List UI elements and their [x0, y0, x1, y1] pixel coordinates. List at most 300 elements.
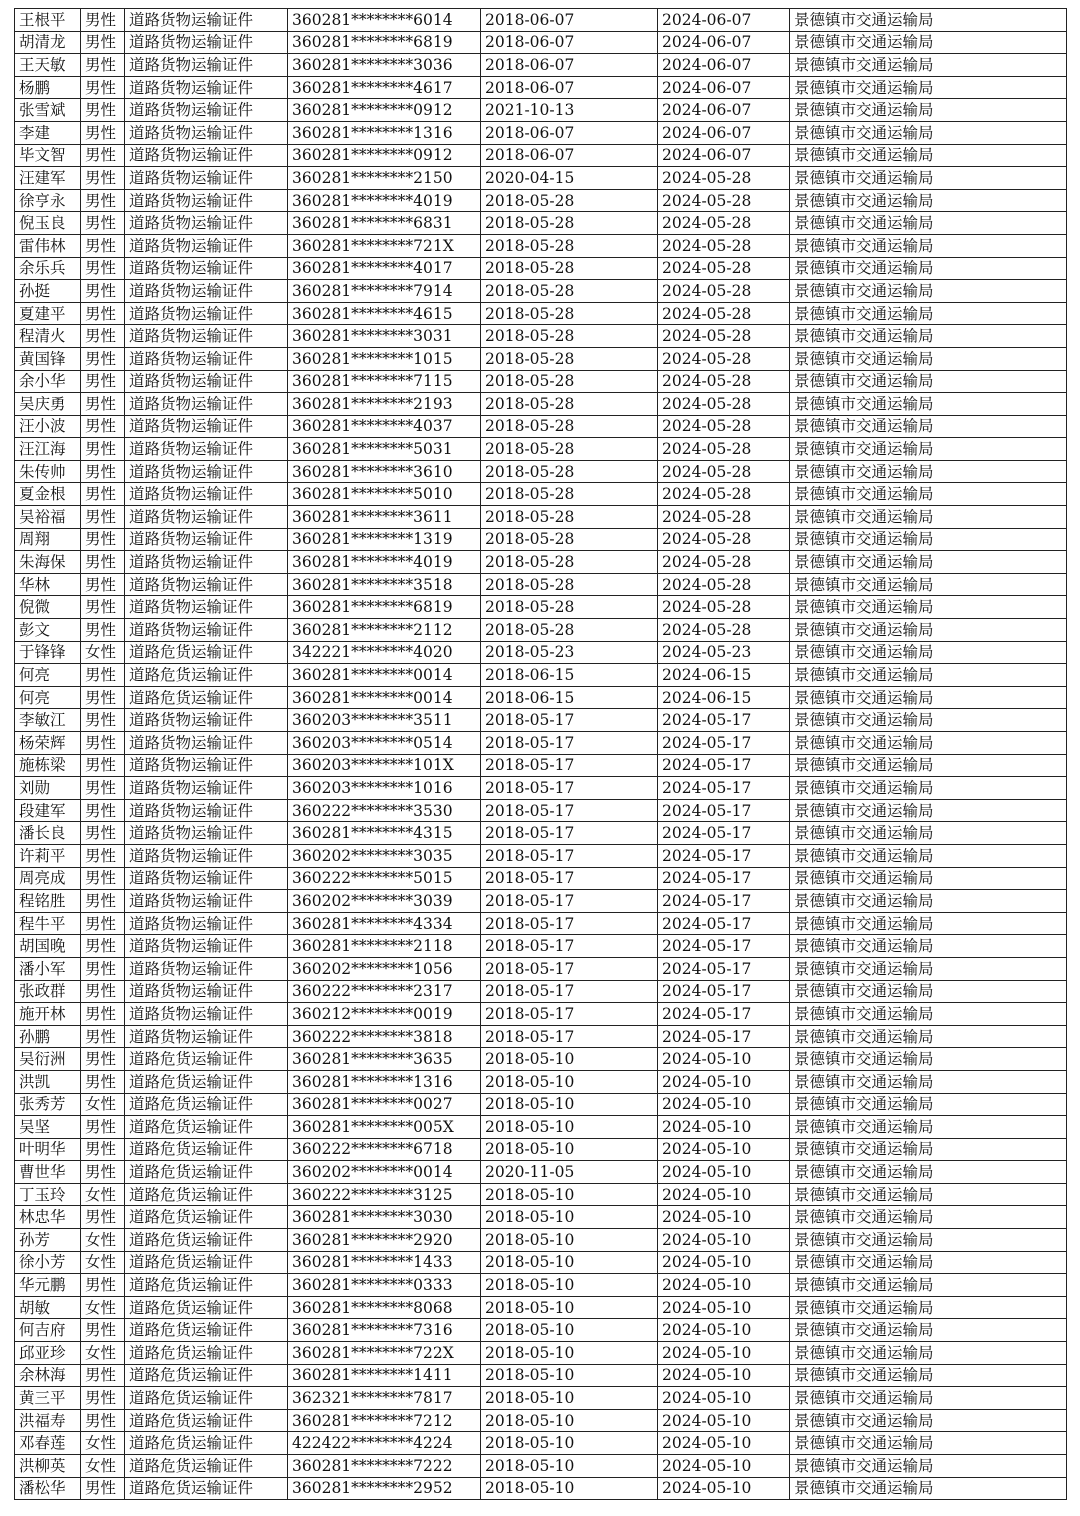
issue-date-cell: 2018-05-10 [481, 1116, 658, 1139]
gender-cell: 男性 [81, 777, 125, 800]
name-cell: 何亮 [15, 686, 81, 709]
license-type-cell: 道路货物运输证件 [125, 393, 288, 416]
issuing-authority-cell: 景德镇市交通运输局 [790, 302, 1067, 325]
license-type-cell: 道路货物运输证件 [125, 257, 288, 280]
id-number-cell: 360281********2150 [288, 167, 481, 190]
table-row [15, 460, 1067, 483]
license-type-cell: 道路危货运输证件 [125, 1161, 288, 1184]
table-row [15, 234, 1067, 257]
name-cell: 李建 [15, 121, 81, 144]
issuing-authority-cell: 景德镇市交通运输局 [790, 347, 1067, 370]
issuing-authority-cell: 景德镇市交通运输局 [790, 957, 1067, 980]
table-row [15, 506, 1067, 529]
expiry-date-cell: 2024-05-28 [658, 506, 790, 529]
license-type-cell: 道路危货运输证件 [125, 1229, 288, 1252]
issuing-authority-cell: 景德镇市交通运输局 [790, 167, 1067, 190]
license-type-cell: 道路危货运输证件 [125, 1364, 288, 1387]
license-type-cell: 道路危货运输证件 [125, 1070, 288, 1093]
license-type-cell: 道路危货运输证件 [125, 1251, 288, 1274]
license-type-cell: 道路货物运输证件 [125, 9, 288, 32]
id-number-cell: 360202********3039 [288, 890, 481, 913]
license-type-cell: 道路货物运输证件 [125, 234, 288, 257]
issue-date-cell: 2018-05-10 [481, 1070, 658, 1093]
gender-cell: 男性 [81, 280, 125, 303]
gender-cell: 男性 [81, 1274, 125, 1297]
expiry-date-cell: 2024-05-28 [658, 460, 790, 483]
issuing-authority-cell: 景德镇市交通运输局 [790, 460, 1067, 483]
id-number-cell: 360281********1411 [288, 1364, 481, 1387]
table-row [15, 573, 1067, 596]
expiry-date-cell: 2024-06-07 [658, 9, 790, 32]
id-number-cell: 360281********0912 [288, 99, 481, 122]
license-type-cell: 道路危货运输证件 [125, 664, 288, 687]
gender-cell: 男性 [81, 189, 125, 212]
id-number-cell: 360281********1316 [288, 1070, 481, 1093]
name-cell: 胡敏 [15, 1296, 81, 1319]
issuing-authority-cell: 景德镇市交通运输局 [790, 754, 1067, 777]
issue-date-cell: 2018-05-28 [481, 393, 658, 416]
license-type-cell: 道路货物运输证件 [125, 54, 288, 77]
name-cell: 余林海 [15, 1364, 81, 1387]
issue-date-cell: 2018-05-17 [481, 890, 658, 913]
gender-cell: 男性 [81, 709, 125, 732]
issue-date-cell: 2018-05-10 [481, 1093, 658, 1116]
license-type-cell: 道路货物运输证件 [125, 415, 288, 438]
name-cell: 汪江海 [15, 438, 81, 461]
issue-date-cell: 2018-05-17 [481, 1025, 658, 1048]
table-row [15, 280, 1067, 303]
issuing-authority-cell: 景德镇市交通运输局 [790, 1251, 1067, 1274]
name-cell: 程铭胜 [15, 890, 81, 913]
issuing-authority-cell: 景德镇市交通运输局 [790, 506, 1067, 529]
table-row [15, 347, 1067, 370]
issuing-authority-cell: 景德镇市交通运输局 [790, 393, 1067, 416]
expiry-date-cell: 2024-05-10 [658, 1342, 790, 1365]
id-number-cell: 360281********4315 [288, 822, 481, 845]
table-row [15, 438, 1067, 461]
table-row [15, 867, 1067, 890]
table-row [15, 257, 1067, 280]
gender-cell: 女性 [81, 1455, 125, 1478]
gender-cell: 男性 [81, 144, 125, 167]
gender-cell: 男性 [81, 732, 125, 755]
issue-date-cell: 2018-05-17 [481, 777, 658, 800]
issue-date-cell: 2018-05-17 [481, 754, 658, 777]
issuing-authority-cell: 景德镇市交通运输局 [790, 54, 1067, 77]
expiry-date-cell: 2024-05-28 [658, 370, 790, 393]
gender-cell: 男性 [81, 1206, 125, 1229]
issuing-authority-cell: 景德镇市交通运输局 [790, 912, 1067, 935]
table-row [15, 1229, 1067, 1252]
expiry-date-cell: 2024-05-17 [658, 1025, 790, 1048]
table-row [15, 664, 1067, 687]
name-cell: 何亮 [15, 664, 81, 687]
expiry-date-cell: 2024-05-28 [658, 483, 790, 506]
issue-date-cell: 2018-05-17 [481, 844, 658, 867]
license-type-cell: 道路货物运输证件 [125, 935, 288, 958]
name-cell: 胡清龙 [15, 31, 81, 54]
issue-date-cell: 2018-05-17 [481, 732, 658, 755]
gender-cell: 男性 [81, 483, 125, 506]
gender-cell: 男性 [81, 844, 125, 867]
table-row [15, 167, 1067, 190]
expiry-date-cell: 2024-06-07 [658, 54, 790, 77]
license-type-cell: 道路货物运输证件 [125, 596, 288, 619]
table-row [15, 619, 1067, 642]
gender-cell: 男性 [81, 799, 125, 822]
gender-cell: 男性 [81, 596, 125, 619]
table-row [15, 912, 1067, 935]
name-cell: 程清火 [15, 325, 81, 348]
issuing-authority-cell: 景德镇市交通运输局 [790, 1161, 1067, 1184]
table-row [15, 1003, 1067, 1026]
name-cell: 倪微 [15, 596, 81, 619]
issue-date-cell: 2018-06-15 [481, 686, 658, 709]
id-number-cell: 360281********3518 [288, 573, 481, 596]
expiry-date-cell: 2024-06-07 [658, 121, 790, 144]
license-type-cell: 道路危货运输证件 [125, 1432, 288, 1455]
id-number-cell: 360281********4019 [288, 189, 481, 212]
expiry-date-cell: 2024-05-28 [658, 528, 790, 551]
issue-date-cell: 2021-10-13 [481, 99, 658, 122]
id-number-cell: 360281********1015 [288, 347, 481, 370]
license-type-cell: 道路危货运输证件 [125, 1342, 288, 1365]
id-number-cell: 360281********4617 [288, 76, 481, 99]
issuing-authority-cell: 景德镇市交通运输局 [790, 890, 1067, 913]
gender-cell: 男性 [81, 1364, 125, 1387]
license-type-cell: 道路货物运输证件 [125, 347, 288, 370]
name-cell: 余乐兵 [15, 257, 81, 280]
issue-date-cell: 2018-05-28 [481, 302, 658, 325]
id-number-cell: 360281********3030 [288, 1206, 481, 1229]
expiry-date-cell: 2024-06-07 [658, 31, 790, 54]
gender-cell: 男性 [81, 619, 125, 642]
table-row [15, 935, 1067, 958]
table-row [15, 1274, 1067, 1297]
issue-date-cell: 2018-05-17 [481, 709, 658, 732]
issuing-authority-cell: 景德镇市交通运输局 [790, 528, 1067, 551]
license-type-cell: 道路危货运输证件 [125, 686, 288, 709]
gender-cell: 男性 [81, 1409, 125, 1432]
gender-cell: 女性 [81, 641, 125, 664]
id-number-cell: 360281********0014 [288, 686, 481, 709]
id-number-cell: 360212********0019 [288, 1003, 481, 1026]
id-number-cell: 360281********4334 [288, 912, 481, 935]
expiry-date-cell: 2024-05-10 [658, 1455, 790, 1478]
table-row [15, 144, 1067, 167]
gender-cell: 男性 [81, 506, 125, 529]
id-number-cell: 422422********4224 [288, 1432, 481, 1455]
name-cell: 杨荣辉 [15, 732, 81, 755]
issue-date-cell: 2018-05-17 [481, 799, 658, 822]
issuing-authority-cell: 景德镇市交通运输局 [790, 1364, 1067, 1387]
expiry-date-cell: 2024-05-17 [658, 957, 790, 980]
license-type-cell: 道路货物运输证件 [125, 438, 288, 461]
table-row [15, 1161, 1067, 1184]
name-cell: 段建军 [15, 799, 81, 822]
issue-date-cell: 2018-05-17 [481, 980, 658, 1003]
table-row [15, 1432, 1067, 1455]
license-type-cell: 道路货物运输证件 [125, 280, 288, 303]
expiry-date-cell: 2024-05-17 [658, 890, 790, 913]
issue-date-cell: 2018-06-07 [481, 144, 658, 167]
gender-cell: 男性 [81, 76, 125, 99]
issuing-authority-cell: 景德镇市交通运输局 [790, 212, 1067, 235]
gender-cell: 男性 [81, 1048, 125, 1071]
name-cell: 邱亚珍 [15, 1342, 81, 1365]
issuing-authority-cell: 景德镇市交通运输局 [790, 1477, 1067, 1500]
license-type-cell: 道路货物运输证件 [125, 76, 288, 99]
license-type-cell: 道路货物运输证件 [125, 890, 288, 913]
license-type-cell: 道路危货运输证件 [125, 1183, 288, 1206]
table-row [15, 1455, 1067, 1478]
issue-date-cell: 2018-05-28 [481, 189, 658, 212]
table-row [15, 393, 1067, 416]
id-number-cell: 360222********2317 [288, 980, 481, 1003]
id-number-cell: 360281********1319 [288, 528, 481, 551]
table-row [15, 189, 1067, 212]
gender-cell: 男性 [81, 257, 125, 280]
issue-date-cell: 2018-05-28 [481, 460, 658, 483]
gender-cell: 女性 [81, 1183, 125, 1206]
id-number-cell: 360281********0912 [288, 144, 481, 167]
name-cell: 朱海保 [15, 551, 81, 574]
issue-date-cell: 2018-05-10 [481, 1409, 658, 1432]
expiry-date-cell: 2024-05-10 [658, 1048, 790, 1071]
gender-cell: 男性 [81, 1477, 125, 1500]
issue-date-cell: 2018-05-28 [481, 347, 658, 370]
table-row [15, 1387, 1067, 1410]
name-cell: 周翔 [15, 528, 81, 551]
expiry-date-cell: 2024-05-10 [658, 1319, 790, 1342]
table-row [15, 686, 1067, 709]
issue-date-cell: 2018-05-10 [481, 1274, 658, 1297]
gender-cell: 男性 [81, 1161, 125, 1184]
expiry-date-cell: 2024-05-10 [658, 1274, 790, 1297]
name-cell: 华林 [15, 573, 81, 596]
table-row [15, 799, 1067, 822]
id-number-cell: 360281********2193 [288, 393, 481, 416]
id-number-cell: 360281********7115 [288, 370, 481, 393]
id-number-cell: 360222********3530 [288, 799, 481, 822]
name-cell: 夏金根 [15, 483, 81, 506]
issue-date-cell: 2018-05-28 [481, 619, 658, 642]
expiry-date-cell: 2024-05-28 [658, 212, 790, 235]
license-type-cell: 道路货物运输证件 [125, 325, 288, 348]
gender-cell: 男性 [81, 822, 125, 845]
name-cell: 彭文 [15, 619, 81, 642]
issuing-authority-cell: 景德镇市交通运输局 [790, 619, 1067, 642]
gender-cell: 男性 [81, 31, 125, 54]
license-type-cell: 道路危货运输证件 [125, 1116, 288, 1139]
id-number-cell: 360281********0333 [288, 1274, 481, 1297]
issuing-authority-cell: 景德镇市交通运输局 [790, 1093, 1067, 1116]
name-cell: 吴坚 [15, 1116, 81, 1139]
issuing-authority-cell: 景德镇市交通运输局 [790, 641, 1067, 664]
license-type-cell: 道路货物运输证件 [125, 980, 288, 1003]
issuing-authority-cell: 景德镇市交通运输局 [790, 1229, 1067, 1252]
license-type-cell: 道路货物运输证件 [125, 1025, 288, 1048]
expiry-date-cell: 2024-05-17 [658, 732, 790, 755]
expiry-date-cell: 2024-05-28 [658, 325, 790, 348]
issuing-authority-cell: 景德镇市交通运输局 [790, 1432, 1067, 1455]
gender-cell: 男性 [81, 1070, 125, 1093]
issue-date-cell: 2018-05-28 [481, 234, 658, 257]
issue-date-cell: 2018-05-17 [481, 1003, 658, 1026]
name-cell: 潘松华 [15, 1477, 81, 1500]
table-row [15, 957, 1067, 980]
gender-cell: 男性 [81, 528, 125, 551]
id-number-cell: 360281********2112 [288, 619, 481, 642]
issuing-authority-cell: 景德镇市交通运输局 [790, 325, 1067, 348]
gender-cell: 女性 [81, 1093, 125, 1116]
issuing-authority-cell: 景德镇市交通运输局 [790, 799, 1067, 822]
license-type-cell: 道路货物运输证件 [125, 121, 288, 144]
gender-cell: 男性 [81, 121, 125, 144]
expiry-date-cell: 2024-05-17 [658, 822, 790, 845]
name-cell: 王根平 [15, 9, 81, 32]
issuing-authority-cell: 景德镇市交通运输局 [790, 573, 1067, 596]
gender-cell: 女性 [81, 1296, 125, 1319]
expiry-date-cell: 2024-05-10 [658, 1409, 790, 1432]
table-row [15, 121, 1067, 144]
expiry-date-cell: 2024-05-10 [658, 1364, 790, 1387]
id-number-cell: 342221********4020 [288, 641, 481, 664]
table-row [15, 551, 1067, 574]
issuing-authority-cell: 景德镇市交通运输局 [790, 844, 1067, 867]
id-number-cell: 360281********3031 [288, 325, 481, 348]
table-row [15, 1342, 1067, 1365]
table-row [15, 54, 1067, 77]
license-type-cell: 道路货物运输证件 [125, 867, 288, 890]
table-row [15, 709, 1067, 732]
issuing-authority-cell: 景德镇市交通运输局 [790, 822, 1067, 845]
expiry-date-cell: 2024-05-28 [658, 438, 790, 461]
table-row [15, 1319, 1067, 1342]
id-number-cell: 360281********7222 [288, 1455, 481, 1478]
name-cell: 吴衍洲 [15, 1048, 81, 1071]
expiry-date-cell: 2024-05-17 [658, 867, 790, 890]
issuing-authority-cell: 景德镇市交通运输局 [790, 1138, 1067, 1161]
table-body [15, 9, 1067, 1500]
table-row [15, 1116, 1067, 1139]
issuing-authority-cell: 景德镇市交通运输局 [790, 1183, 1067, 1206]
issuing-authority-cell: 景德镇市交通运输局 [790, 1296, 1067, 1319]
id-number-cell: 360281********3610 [288, 460, 481, 483]
expiry-date-cell: 2024-05-10 [658, 1093, 790, 1116]
id-number-cell: 360222********3125 [288, 1183, 481, 1206]
issuing-authority-cell: 景德镇市交通运输局 [790, 1387, 1067, 1410]
gender-cell: 男性 [81, 393, 125, 416]
issue-date-cell: 2018-05-28 [481, 212, 658, 235]
issuing-authority-cell: 景德镇市交通运输局 [790, 686, 1067, 709]
license-table [14, 8, 1067, 1500]
issuing-authority-cell: 景德镇市交通运输局 [790, 980, 1067, 1003]
table-row [15, 1477, 1067, 1500]
issue-date-cell: 2018-05-17 [481, 912, 658, 935]
id-number-cell: 360281********721X [288, 234, 481, 257]
expiry-date-cell: 2024-05-17 [658, 709, 790, 732]
table-row [15, 1070, 1067, 1093]
issuing-authority-cell: 景德镇市交通运输局 [790, 31, 1067, 54]
id-number-cell: 360281********3036 [288, 54, 481, 77]
id-number-cell: 360281********5031 [288, 438, 481, 461]
table-row [15, 822, 1067, 845]
issue-date-cell: 2018-05-10 [481, 1477, 658, 1500]
expiry-date-cell: 2024-05-17 [658, 777, 790, 800]
id-number-cell: 360222********6718 [288, 1138, 481, 1161]
name-cell: 张政群 [15, 980, 81, 1003]
expiry-date-cell: 2024-05-28 [658, 393, 790, 416]
id-number-cell: 360203********0514 [288, 732, 481, 755]
table-row [15, 31, 1067, 54]
gender-cell: 男性 [81, 460, 125, 483]
gender-cell: 男性 [81, 912, 125, 935]
expiry-date-cell: 2024-05-10 [658, 1387, 790, 1410]
table-row [15, 980, 1067, 1003]
license-type-cell: 道路危货运输证件 [125, 1387, 288, 1410]
issue-date-cell: 2018-06-07 [481, 76, 658, 99]
gender-cell: 男性 [81, 957, 125, 980]
license-type-cell: 道路货物运输证件 [125, 144, 288, 167]
expiry-date-cell: 2024-05-17 [658, 844, 790, 867]
table-row [15, 483, 1067, 506]
issue-date-cell: 2018-05-10 [481, 1387, 658, 1410]
gender-cell: 男性 [81, 370, 125, 393]
license-type-cell: 道路货物运输证件 [125, 619, 288, 642]
table-row [15, 1364, 1067, 1387]
gender-cell: 男性 [81, 347, 125, 370]
id-number-cell: 360281********0014 [288, 664, 481, 687]
expiry-date-cell: 2024-05-17 [658, 799, 790, 822]
name-cell: 吴庆勇 [15, 393, 81, 416]
license-type-cell: 道路货物运输证件 [125, 777, 288, 800]
name-cell: 朱传帅 [15, 460, 81, 483]
issuing-authority-cell: 景德镇市交通运输局 [790, 1274, 1067, 1297]
table-row [15, 1138, 1067, 1161]
gender-cell: 女性 [81, 1251, 125, 1274]
table-row [15, 1183, 1067, 1206]
issuing-authority-cell: 景德镇市交通运输局 [790, 1025, 1067, 1048]
expiry-date-cell: 2024-05-17 [658, 912, 790, 935]
license-type-cell: 道路货物运输证件 [125, 302, 288, 325]
name-cell: 汪小波 [15, 415, 81, 438]
issue-date-cell: 2018-05-28 [481, 257, 658, 280]
name-cell: 黄国锋 [15, 347, 81, 370]
table-row [15, 777, 1067, 800]
issue-date-cell: 2018-05-10 [481, 1138, 658, 1161]
gender-cell: 男性 [81, 1387, 125, 1410]
issuing-authority-cell: 景德镇市交通运输局 [790, 732, 1067, 755]
id-number-cell: 360281********005X [288, 1116, 481, 1139]
license-type-cell: 道路货物运输证件 [125, 483, 288, 506]
expiry-date-cell: 2024-05-28 [658, 573, 790, 596]
gender-cell: 男性 [81, 980, 125, 1003]
id-number-cell: 360281********2952 [288, 1477, 481, 1500]
id-number-cell: 360281********6014 [288, 9, 481, 32]
expiry-date-cell: 2024-05-23 [658, 641, 790, 664]
table-row [15, 212, 1067, 235]
name-cell: 孙挺 [15, 280, 81, 303]
issue-date-cell: 2018-05-17 [481, 957, 658, 980]
license-type-cell: 道路货物运输证件 [125, 912, 288, 935]
expiry-date-cell: 2024-05-10 [658, 1138, 790, 1161]
issuing-authority-cell: 景德镇市交通运输局 [790, 280, 1067, 303]
name-cell: 邓春莲 [15, 1432, 81, 1455]
name-cell: 雷伟林 [15, 234, 81, 257]
id-number-cell: 360281********0027 [288, 1093, 481, 1116]
expiry-date-cell: 2024-05-28 [658, 280, 790, 303]
